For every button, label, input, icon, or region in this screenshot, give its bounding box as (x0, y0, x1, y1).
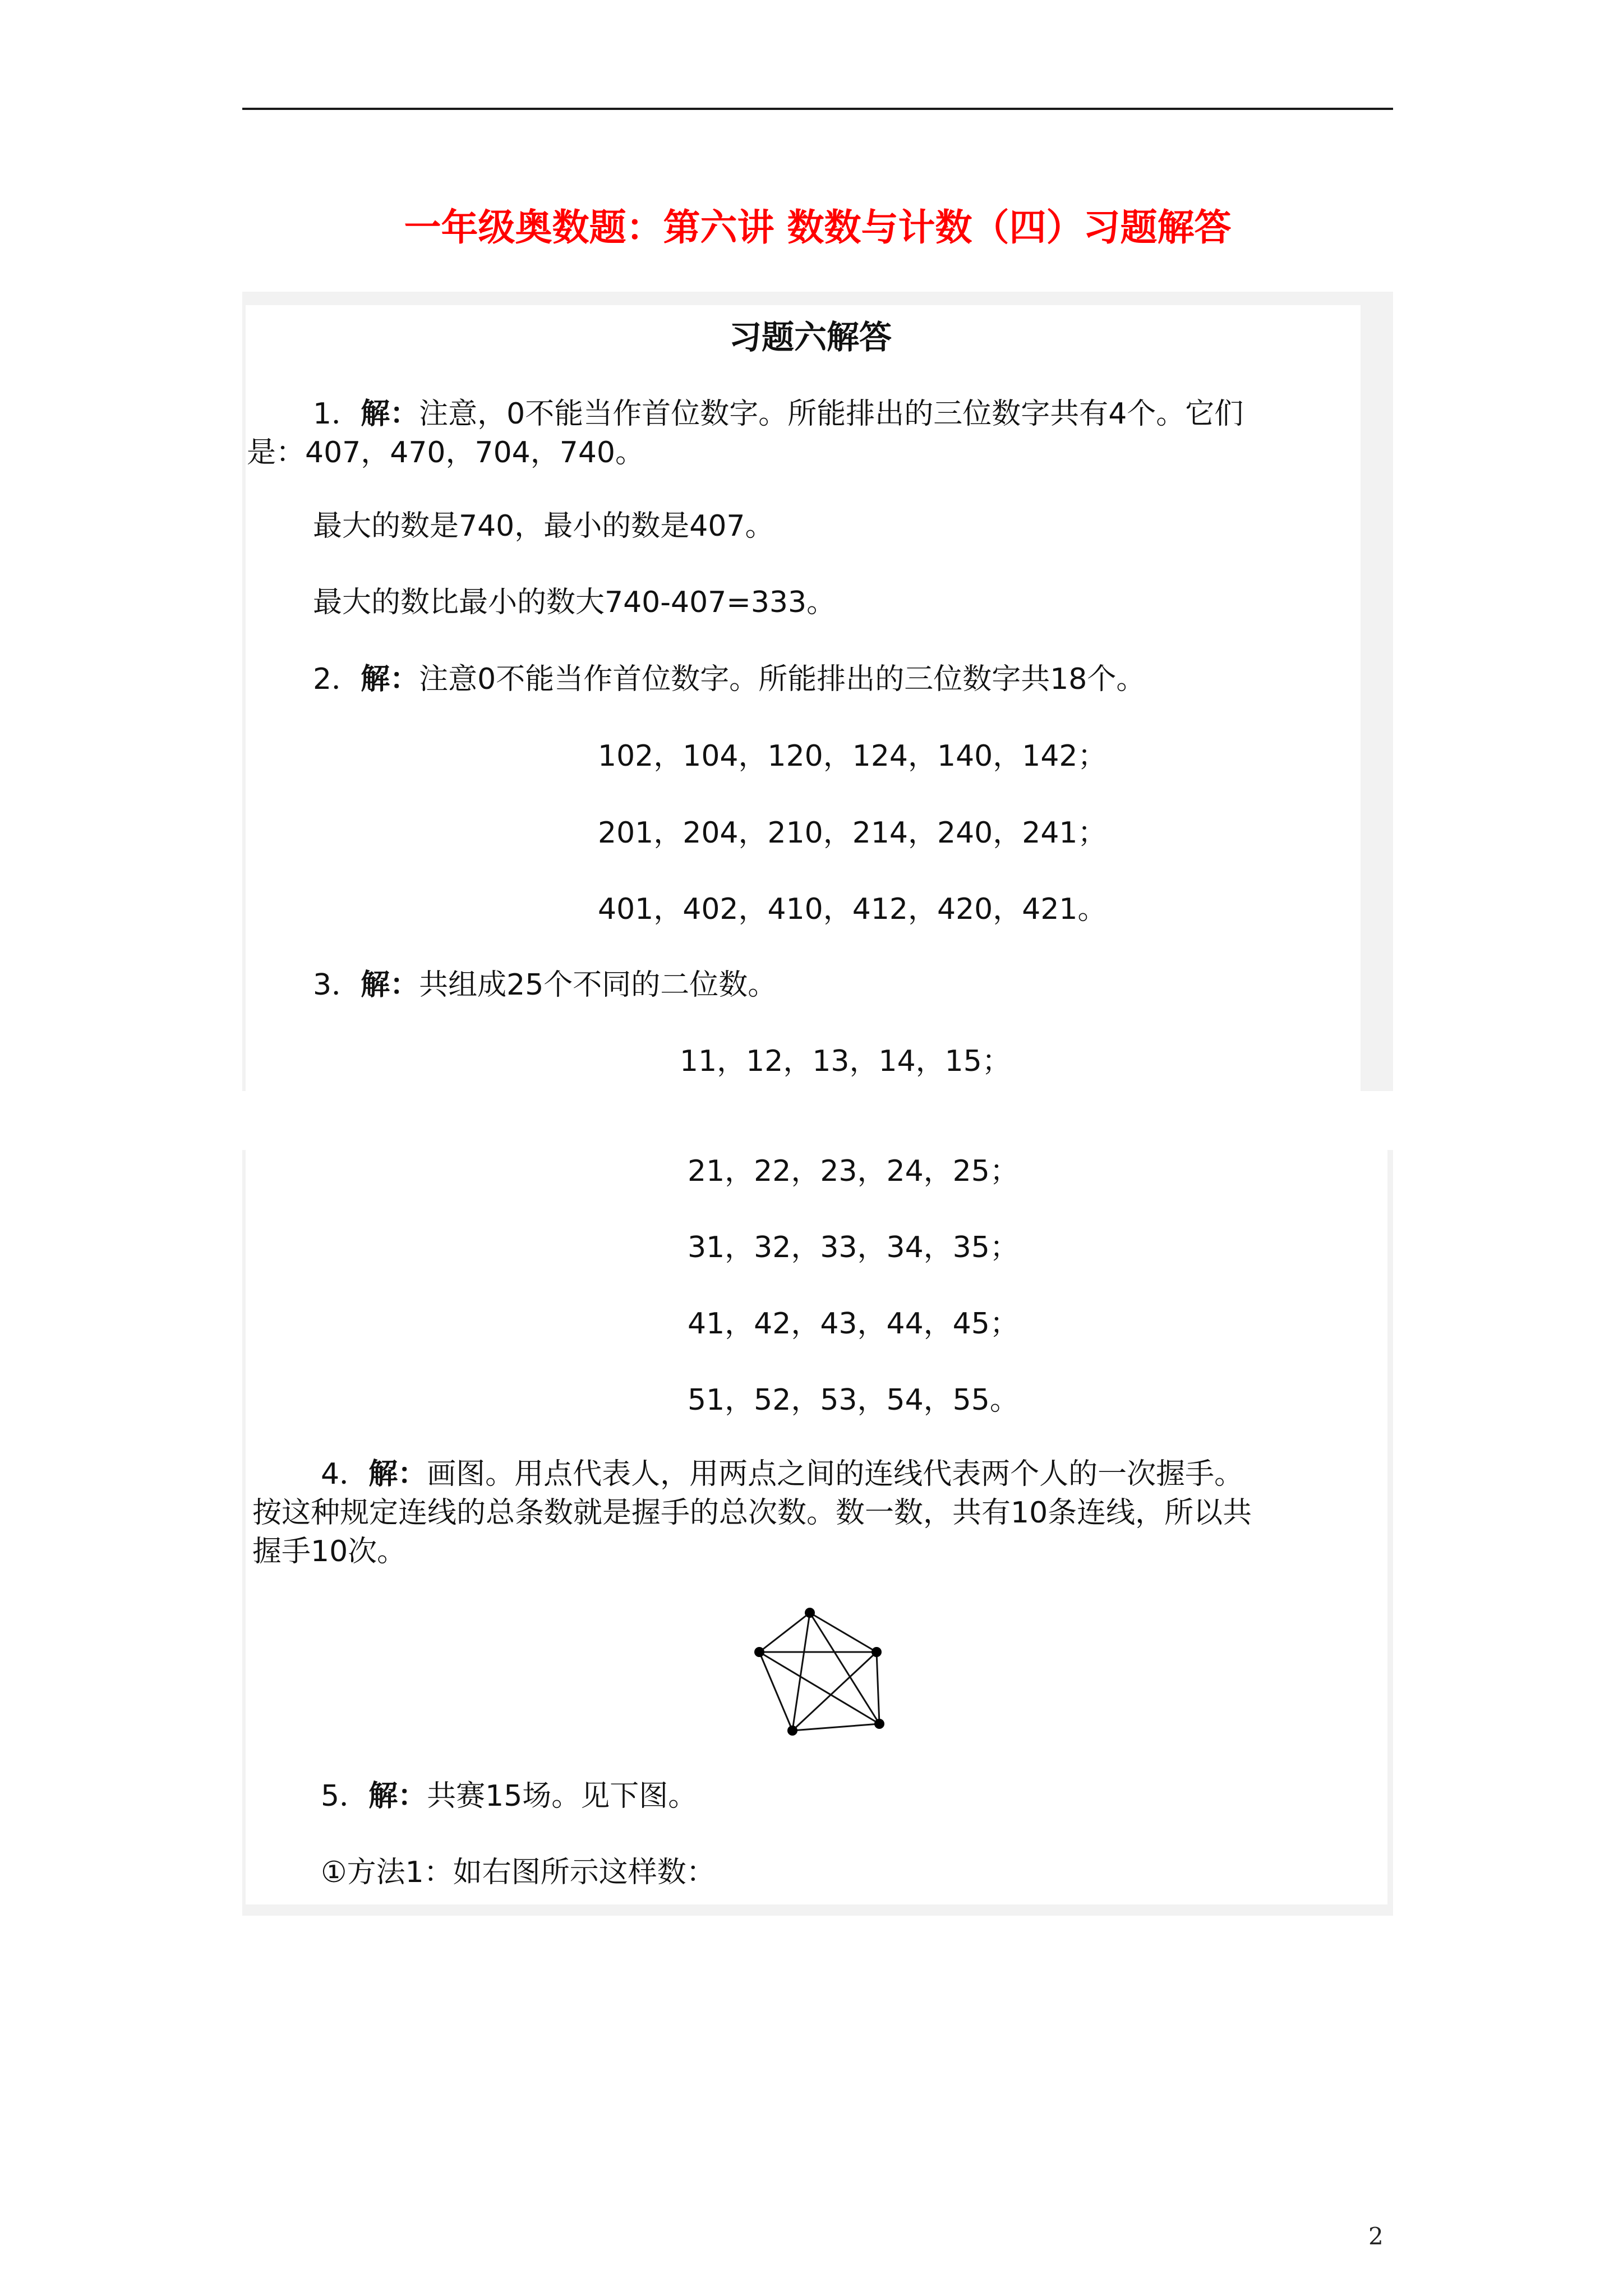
q2-line-1 (313, 662, 1146, 696)
q3-row-4: 41，42，43，44，45； (688, 1307, 1019, 1341)
graph-node (872, 1647, 882, 1657)
q3-row-2: 21，22，23，24，25； (688, 1154, 1019, 1188)
q1-solution-label: 解： (361, 397, 419, 431)
graph-edge (792, 1613, 810, 1731)
graph-edge (792, 1724, 879, 1731)
q5-solution-label: 解： (368, 1779, 427, 1813)
q3-line-1 (313, 970, 777, 1000)
q3-number: 3． (313, 968, 361, 1002)
q4-text: 画图。用点代表人，用两点之间的连线代表两个人的一次握手。 (427, 1457, 1244, 1491)
q1-number: 1． (313, 397, 361, 431)
q1-line-2: 是：407，470，704，740。 (247, 436, 645, 470)
q3-text: 共组成25个不同的二位数。 (419, 968, 777, 1002)
q4-line-3: 握手10次。 (252, 1535, 407, 1568)
graph-node (805, 1608, 815, 1618)
q2-row-1: 102，104，120，124，140，142； (598, 739, 1107, 773)
graph-node (754, 1647, 764, 1657)
q3-row-3: 31，32，33，34，35； (688, 1231, 1019, 1264)
q4-number: 4． (321, 1457, 369, 1491)
graph-edge (792, 1652, 877, 1731)
q3-row-5: 51，52，53，54，55。 (688, 1383, 1019, 1417)
graph-edge (759, 1613, 810, 1652)
q2-number: 2． (313, 662, 361, 696)
q4-line-2: 按这种规定连线的总条数就是握手的总次数。数一数，共有10条连线，所以共 (252, 1496, 1252, 1530)
graph-edge (759, 1652, 792, 1731)
q2-row-3: 401，402，410，412，420，421。 (598, 892, 1107, 926)
q3-row-1: 11，12，13，14，15； (680, 1045, 1011, 1078)
q1-text: 注意，0不能当作首位数字。所能排出的三位数字共有4个。它们 (419, 397, 1244, 431)
q5-number: 5． (321, 1779, 369, 1813)
handshake-graph (745, 1602, 891, 1736)
graph-edge (877, 1652, 879, 1724)
header-rule (242, 108, 1393, 110)
graph-node (787, 1726, 797, 1736)
q4-solution-label: 解： (368, 1457, 427, 1491)
q1-line-1 (313, 399, 1243, 429)
q5-line-1 (321, 1779, 698, 1813)
q2-row-2: 201，204，210，214，240，241； (598, 816, 1107, 850)
q1-line-3: 最大的数是740，最小的数是407。 (313, 509, 774, 543)
q2-text: 注意0不能当作首位数字。所能排出的三位数字共18个。 (419, 662, 1146, 696)
graph-edge (810, 1613, 877, 1652)
graph-edge (810, 1613, 879, 1724)
q5-line-2: ①方法1：如右图所示这样数： (321, 1856, 716, 1889)
section-title: 习题六解答 (729, 318, 892, 356)
page-number: 2 (1368, 2223, 1384, 2250)
graph-node (874, 1719, 884, 1729)
q2-solution-label: 解： (361, 662, 419, 696)
q4-line-1 (321, 1457, 1244, 1491)
q3-solution-label: 解： (361, 968, 419, 1002)
q5-text: 共赛15场。见下图。 (427, 1779, 698, 1813)
graph-edge (759, 1652, 879, 1724)
q1-line-4: 最大的数比最小的数大740-407=333。 (313, 586, 836, 619)
document-title: 一年级奥数题：第六讲 数数与计数（四）习题解答 (404, 205, 1232, 249)
